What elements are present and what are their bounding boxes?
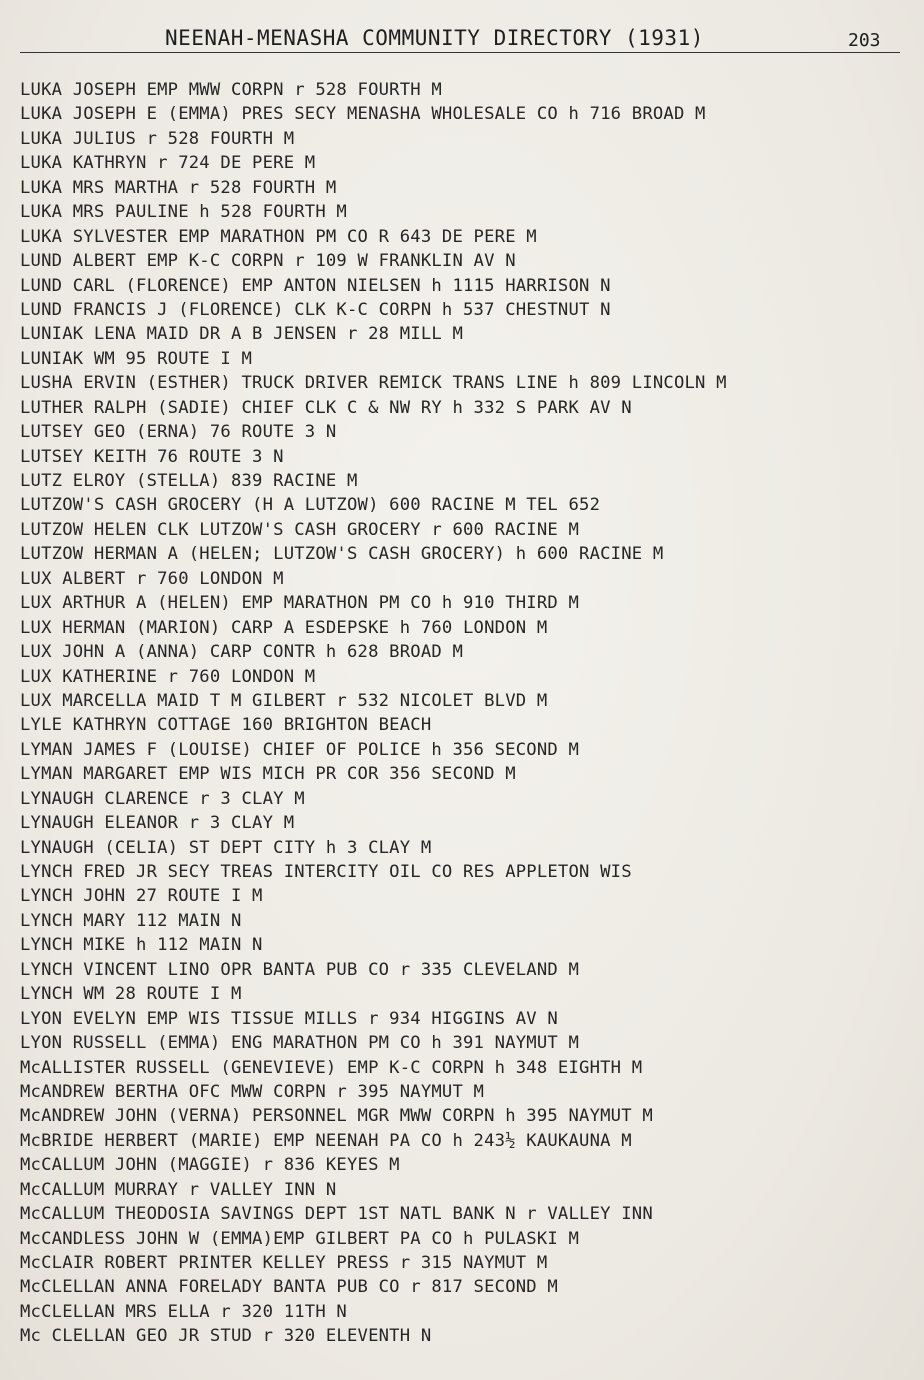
directory-entry: LUKA MRS MARTHA r 528 FOURTH M: [20, 177, 337, 198]
directory-entry: LUTSEY GEO (ERNA) 76 ROUTE 3 N: [20, 422, 337, 443]
directory-entry: LYNCH VINCENT LINO OPR BANTA PUB CO r 335 CLEVELAND M: [20, 959, 580, 980]
directory-entry: LUX ALBERT r 760 LONDON M: [20, 568, 284, 589]
directory-entry: LYNCH MIKE h 112 MAIN N: [20, 935, 263, 956]
directory-entry: LUNIAK WM 95 ROUTE I M: [20, 348, 253, 369]
directory-entry: LUKA JULIUS r 528 FOURTH M: [20, 128, 295, 149]
directory-entry: LYON RUSSELL (EMMA) ENG MARATHON PM CO h 391 NAYMUT M: [20, 1033, 580, 1054]
directory-entry: LUTZ ELROY (STELLA) 839 RACINE M: [20, 471, 358, 491]
directory-entry: LYNAUGH ELEANOR r 3 CLAY M: [20, 813, 295, 834]
directory-entry: LUX HERMAN (MARION) CARP A ESDEPSKE h 760 LONDON M: [20, 617, 548, 638]
directory-entry: McCALLUM THEODOSIA SAVINGS DEPT 1ST NATL BANK N r VALLEY INN: [20, 1204, 653, 1225]
directory-entry: LYNCH WM 28 ROUTE I M: [20, 984, 242, 1005]
directory-entry: McCLAIR ROBERT PRINTER KELLEY PRESS r 315 NAYMUT M: [20, 1253, 548, 1273]
directory-entry: LUKA JOSEPH E (EMMA) PRES SECY MENASHA WHOLESALE CO h 716 BROAD M: [20, 104, 706, 125]
directory-entry: LUND CARL (FLORENCE) EMP ANTON NIELSEN h 1115 HARRISON N: [20, 275, 611, 296]
page-number: 203: [848, 30, 881, 51]
directory-entry: LUSHA ERVIN (ESTHER) TRUCK DRIVER REMICK TRANS LINE h 809 LINCOLN M: [20, 373, 727, 394]
directory-entry: LUKA KATHRYN r 724 DE PERE M: [20, 153, 316, 174]
directory-entry: Mc CLELLAN GEO JR STUD r 320 ELEVENTH N: [20, 1326, 432, 1347]
directory-entries: [20, 78, 910, 1349]
directory-entry: LYNAUGH (CELIA) ST DEPT CITY h 3 CLAY M: [20, 837, 432, 858]
directory-entry: LUKA JOSEPH EMP MWW CORPN r 528 FOURTH M: [20, 80, 442, 100]
page-title: NEENAH-MENASHA COMMUNITY DIRECTORY (1931): [165, 26, 704, 50]
directory-entry: McCLELLAN MRS ELLA r 320 11TH N: [20, 1301, 347, 1322]
directory-entry: LYNCH FRED JR SECY TREAS INTERCITY OIL CO RES APPLETON WIS: [20, 862, 632, 882]
directory-entry: McANDREW BERTHA OFC MWW CORPN r 395 NAYMUT M: [20, 1081, 485, 1102]
directory-entry: LUX MARCELLA MAID T M GILBERT r 532 NICOLET BLVD M: [20, 690, 548, 711]
directory-entry: LUTZOW HELEN CLK LUTZOW'S CASH GROCERY r 600 RACINE M: [20, 519, 580, 540]
page-header: [0, 22, 924, 56]
directory-entry: McCALLUM MURRAY r VALLEY INN N: [20, 1179, 337, 1200]
directory-entry: LUND FRANCIS J (FLORENCE) CLK K-C CORPN h 537 CHESTNUT N: [20, 299, 611, 320]
directory-entry: LUTZOW'S CASH GROCERY (H A LUTZOW) 600 RACINE M TEL 652: [20, 495, 601, 516]
directory-entry: LUND ALBERT EMP K-C CORPN r 109 W FRANKLIN AV N: [20, 251, 516, 272]
directory-entry: LYMAN MARGARET EMP WIS MICH PR COR 356 SECOND M: [20, 764, 516, 785]
directory-entry: McCLELLAN ANNA FORELADY BANTA PUB CO r 817 SECOND M: [20, 1277, 558, 1298]
directory-entry: LUX JOHN A (ANNA) CARP CONTR h 628 BROAD M: [20, 642, 464, 663]
directory-entry: LUTZOW HERMAN A (HELEN; LUTZOW'S CASH GROCERY) h 600 RACINE M: [20, 544, 664, 565]
directory-entry: LYMAN JAMES F (LOUISE) CHIEF OF POLICE h 356 SECOND M: [20, 739, 580, 760]
directory-entry: LUTHER RALPH (SADIE) CHIEF CLK C & NW RY h 332 S PARK AV N: [20, 397, 632, 418]
directory-entry: LYLE KATHRYN COTTAGE 160 BRIGHTON BEACH: [20, 715, 432, 736]
directory-entry: LUTSEY KEITH 76 ROUTE 3 N: [20, 446, 284, 467]
directory-entry: McBRIDE HERBERT (MARIE) EMP NEENAH PA CO h 243½ KAUKAUNA M: [20, 1130, 632, 1151]
directory-entry: LYNCH MARY 112 MAIN N: [20, 910, 242, 931]
header-divider: [20, 52, 900, 53]
directory-entry: McALLISTER RUSSELL (GENEVIEVE) EMP K-C CORPN h 348 EIGHTH M: [20, 1057, 643, 1078]
directory-entry: McANDREW JOHN (VERNA) PERSONNEL MGR MWW CORPN h 395 NAYMUT M: [20, 1106, 653, 1127]
directory-entry: LUKA SYLVESTER EMP MARATHON PM CO R 643 DE PERE M: [20, 226, 537, 247]
directory-entry: LYNAUGH CLARENCE r 3 CLAY M: [20, 788, 305, 809]
directory-entry: McCALLUM JOHN (MAGGIE) r 836 KEYES M: [20, 1155, 400, 1176]
directory-entry: LYNCH JOHN 27 ROUTE I M: [20, 886, 263, 907]
directory-entry: McCANDLESS JOHN W (EMMA)EMP GILBERT PA CO h PULASKI M: [20, 1228, 580, 1249]
directory-entry: LUX ARTHUR A (HELEN) EMP MARATHON PM CO h 910 THIRD M: [20, 593, 580, 614]
directory-entry: LYON EVELYN EMP WIS TISSUE MILLS r 934 HIGGINS AV N: [20, 1008, 558, 1029]
directory-entry: LUNIAK LENA MAID DR A B JENSEN r 28 MILL M: [20, 324, 464, 345]
directory-entry: LUX KATHERINE r 760 LONDON M: [20, 666, 316, 687]
directory-entry: LUKA MRS PAULINE h 528 FOURTH M: [20, 202, 347, 223]
